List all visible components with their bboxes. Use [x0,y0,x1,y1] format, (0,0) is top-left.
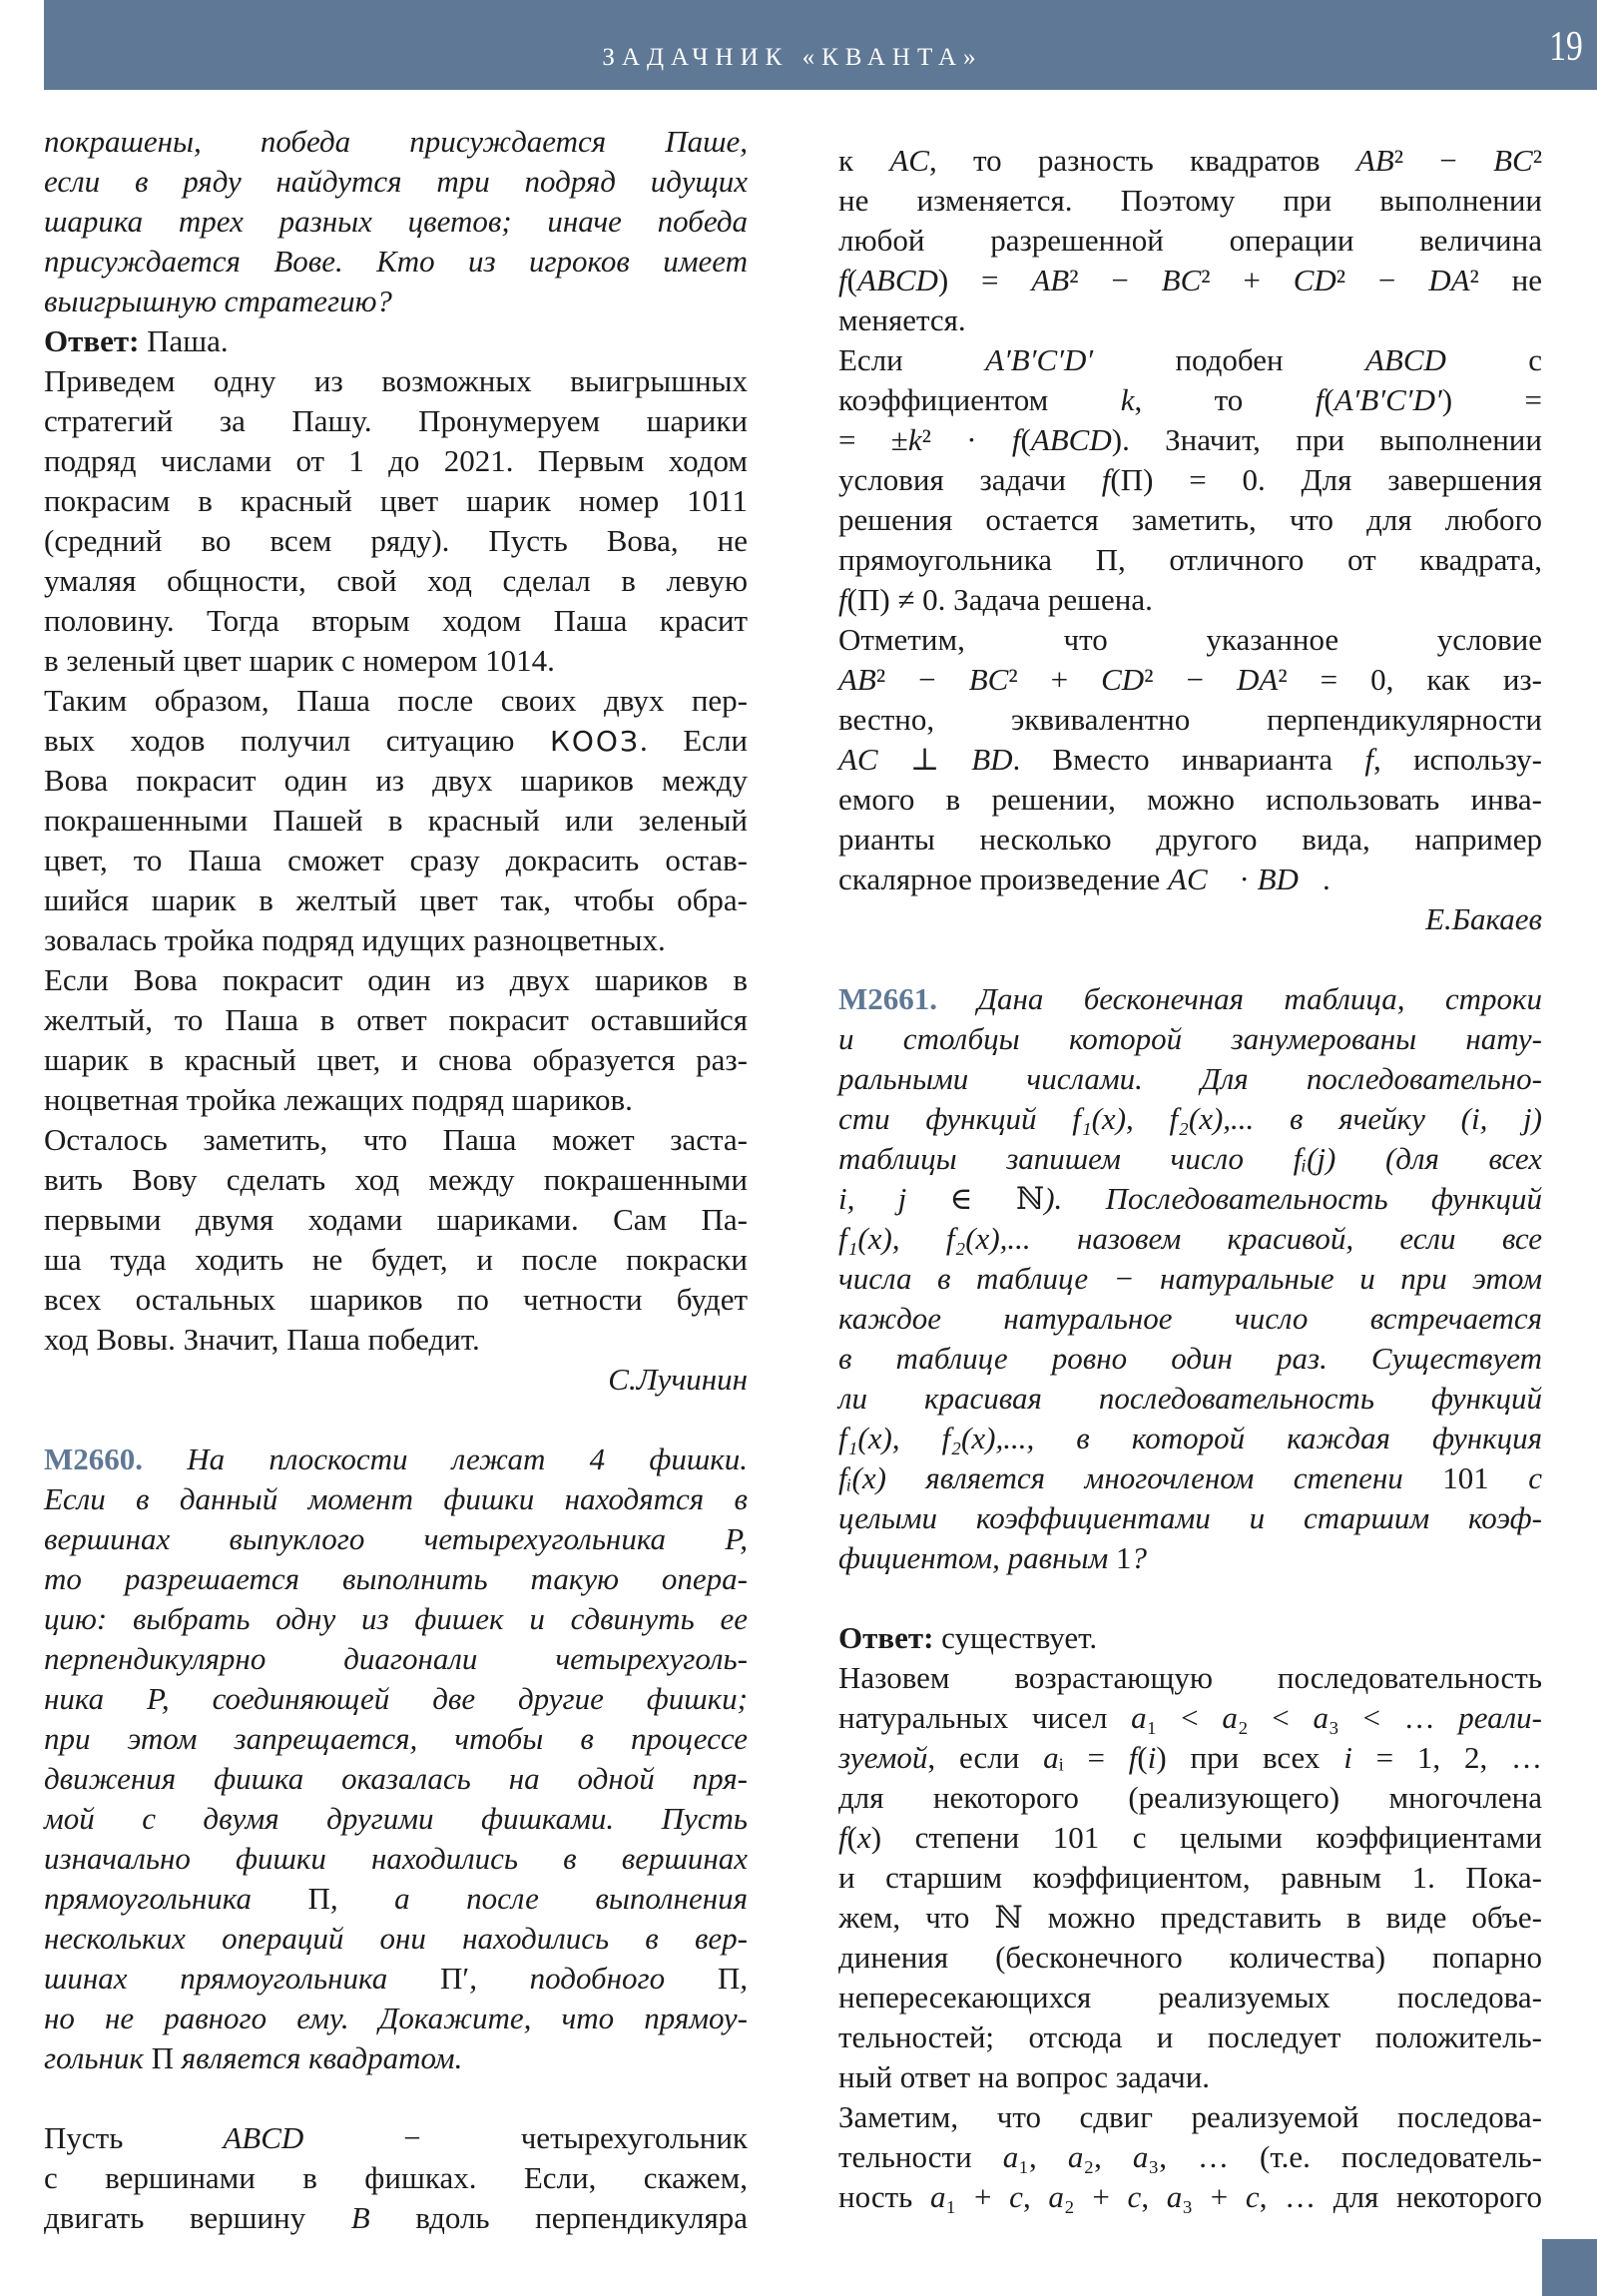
math-italic: DA [1237,662,1279,697]
text-segment: ² не [1469,263,1542,297]
text-segment: ₁, [1018,2139,1068,2174]
text-line: вершинах выпуклого четырехугольника P, [44,1521,748,1556]
text-line: целыми коэффициентами и старшим коэф- [838,1500,1542,1535]
text-line: то разрешается выполнить такую опера- [44,1561,748,1596]
math-italic: BC [968,662,1009,697]
text-line: ли красивая последовательность функций [838,1381,1542,1416]
problem-number: M2660. [44,1441,144,1476]
text-segment: вдоль перпендикуляра [369,2200,749,2235]
text-line: любой разрешенной операции величина [838,223,1542,258]
math-italic: f [838,1820,847,1855]
text-line: шарик в красный цвет, и снова образуется раз- [44,1042,748,1077]
text-line: не изменяется. Поэтому при выполнении [838,183,1542,218]
math-italic: A′B′C′D′ [985,342,1094,377]
page-header [44,0,1597,90]
text-segment: i, j ∈ [838,1181,1016,1216]
text-line [44,2038,748,2078]
ball-sequence: КООЗ [550,725,640,758]
author-signature [44,1360,748,1400]
text-line: и старшим коэффициентом, равным 1. Пока- [838,1860,1542,1895]
math-italic: a [1313,1700,1329,1735]
text-line [838,1458,1542,1498]
text-segment: ² = 0, как из- [1278,662,1542,697]
math-italic: a [1067,2139,1084,2174]
article-section [838,1618,1542,2217]
text-line: мой с двумя другими фишками. Пусть [44,1801,748,1836]
text-segment: fᵢ(x) является многочленом степени [838,1460,1443,1495]
paragraph [838,141,1542,340]
math-italic: a [1131,1700,1147,1735]
text-line: с вершинами в фишках. Если, скажем, [44,2160,748,2195]
text-line: желтый, то Паша в ответ покрасит оставшийся [44,1002,748,1037]
text-segment: Если [838,342,986,377]
paragraph [44,1120,748,1360]
text-line: нескольких операций они находились в вер- [44,1921,748,1956]
paragraph [44,960,748,1120]
text-line: изначально фишки находились в вершинах [44,1841,748,1876]
text-line: ша туда ходить не будет, и после покраски [44,1242,748,1277]
math-italic: a [930,2179,946,2214]
text-line: ральными числами. Для последовательно- [838,1061,1542,1096]
text-line [44,2198,748,2238]
upright-symbol: ℕ [1015,1181,1045,1216]
math-italic: x [856,1820,871,1855]
paragraph [838,979,1542,1578]
math-italic: ABCD [856,263,938,297]
text-segment: , [1022,2179,1049,2214]
text-segment: , [740,1961,748,1996]
text-segment: тельности [838,2139,1003,2174]
answer-label: Ответ: [838,1620,934,1655]
text-line: стратегий за Пашу. Пронумеруем шарики [44,403,748,438]
text-line: Если в данный момент фишки находятся в [44,1481,748,1516]
text-segment: ) = [937,263,1032,297]
text-line [838,860,1542,899]
text-segment: − четырехугольник [303,2120,748,2155]
math-italic: реали- [1458,1700,1542,1735]
text-segment: ( [846,263,857,297]
text-segment: (Π) ≠ 0. Задача решена. [846,582,1153,617]
text-line: Заметим, что сдвиг реализуемой последова- [838,2099,1542,2134]
upright-symbol: Π′ [440,1961,470,1996]
text-line: Таким образом, Паша после своих двух пер- [44,683,748,718]
upright-symbol: Π [151,2040,174,2075]
text-line: половину. Тогда вторым ходом Паша красит [44,603,748,638]
text-line: Отметим, что указанное условие [838,622,1542,657]
text-segment: ₃ + [1182,2179,1246,2214]
math-italic: AC [838,742,878,777]
page-number: 19 [1549,24,1583,70]
text-segment: натуральных чисел [838,1700,1132,1735]
text-line [44,1959,748,1999]
right-column [838,141,1542,2217]
text-segment: шинах прямоугольника [44,1961,441,1996]
math-italic: k [907,422,922,457]
text-line [838,740,1542,780]
text-line: всех остальных шариков по четности будет [44,1282,748,1317]
article-section [838,141,1542,939]
text-segment: ) при всех [1156,1740,1344,1775]
paragraph [44,361,748,681]
text-segment: , … для некоторого [1259,2179,1543,2214]
text-line: ноцветная тройка лежащих подряд шариков. [44,1082,633,1117]
text-line [838,1179,1542,1219]
text-line: шийся шарик в желтый цвет так, чтобы обра- [44,882,748,917]
text-line: ника P, соединяющей две другие фишки; [44,1681,748,1716]
text-line: покрасим в красный цвет шарик номер 1011 [44,483,748,518]
text-line: Назовем возрастающую последовательность [838,1660,1542,1695]
math-italic: f [838,263,847,297]
text-line: шарика трех разных цветов; иначе победа [44,204,748,239]
math-italic: a [1222,1700,1238,1735]
text-segment: , если [927,1740,1044,1775]
text-line: f₁(x), f₂(x),... назовем красивой, если все [838,1221,1542,1256]
text-line: (средний во всем ряду). Пусть Вова, не [44,523,748,558]
upright-symbol: Π [717,1961,741,1996]
text-segment: ² − [1335,263,1429,297]
text-segment: ). Последовательность функций [1044,1181,1542,1216]
math-italic: k [1120,382,1135,417]
text-line: жем, что ℕ можно представить в виде объе- [838,1900,1542,1935]
text-segment: ² [1532,143,1542,178]
text-segment: фициентом, равным [838,1540,1117,1575]
text-segment: Паша. [139,323,229,358]
text-line [44,2118,748,2158]
text-line: движения фишка оказалась на одной пря- [44,1761,748,1796]
paragraph [44,122,748,321]
text-line: сти функций f₁(x), f₂(x),... в ячейку (i, j) [838,1101,1542,1136]
text-line: Вова покрасит один из двух шариков между [44,763,748,798]
text-segment: прямоугольника [44,1881,308,1916]
text-line: первыми двумя ходами шариками. Сам Па- [44,1202,748,1237]
math-italic: a [1043,1740,1059,1775]
text-line: при этом запрещается, чтобы в процессе [44,1721,748,1756]
text-segment: существует. [933,1620,1098,1655]
author-signature [838,899,1542,939]
math-italic: c [1245,2179,1260,2214]
math-italic: AC [889,143,929,178]
text-line: для некоторого (реализующего) многочлена [838,1780,1542,1815]
upright-symbol: 101 [1442,1460,1489,1495]
text-segment: является квадратом. [173,2040,463,2075]
text-line: емого в решении, можно использовать инва- [838,782,1542,817]
text-segment: ² + [1201,263,1294,297]
text-segment: гольник [44,2040,152,2075]
text-line: рианты несколько другого вида, например [838,822,1542,857]
math-italic: a [1002,2139,1019,2174]
text-segment: ? [1131,1540,1148,1575]
math-italic: f [838,582,847,617]
text-line: зовалась тройка подряд идущих разноцветных. [44,922,666,957]
text-segment: ² − [875,662,969,697]
text-line: умаляя общности, свой ход сделал в левую [44,563,748,598]
text-segment: , то [1134,382,1316,417]
text-segment: (Π) = 0. Для завершения [1110,462,1542,497]
paragraph [838,340,1542,620]
answer-label: Ответ: [44,323,140,358]
text-line [838,2177,1542,2217]
math-italic: f [1011,422,1021,457]
text-line [838,660,1542,700]
math-italic: ABCD [1030,422,1112,457]
math-italic: f [1315,382,1325,417]
text-segment: ). Значит, при выполнении [1111,422,1542,457]
article-section [44,2118,748,2238]
problem-number: M2661. [838,981,938,1016]
math-italic: BC [1161,263,1202,297]
text-line: цию: выбрать одну из фишек и сдвинуть ее [44,1601,748,1636]
text-segment: Дана бесконечная таблица, строки [937,981,1542,1016]
math-italic: зуемой [838,1740,928,1775]
text-line [44,1879,748,1919]
text-line [838,420,1542,460]
text-segment: ) = [1441,382,1542,417]
article-section [838,979,1542,1578]
text-segment: двигать вершину [44,2200,351,2235]
text-segment: условия задачи [838,462,1102,497]
text-line: присуждается Вове. Кто из игроков имеет [44,244,748,279]
text-line [838,1818,1542,1858]
text-segment: ₁ + [945,2179,1010,2214]
math-italic: i [1147,1740,1157,1775]
paragraph [838,2097,1542,2217]
text-line: таблицы запишем число fᵢ(j) (для всех [838,1141,1542,1176]
text-segment: ( [846,1820,857,1855]
text-line: вестно, эквивалентно перпендикулярности [838,702,1542,737]
text-line [838,979,1542,1019]
text-line [44,1439,748,1479]
text-segment: ₂, [1083,2139,1133,2174]
math-italic: c [1009,2179,1023,2214]
math-italic: DA [1428,263,1470,297]
running-title: ЗАДАЧНИК «КВАНТА» [602,44,983,71]
text-segment: , а после выполнения [329,1881,748,1916]
text-segment: ность [838,2179,930,2214]
text-segment: ( [1137,1740,1148,1775]
text-segment: · [1231,861,1258,896]
text-line: Е.Бакаев [1425,901,1542,936]
text-line: Осталось заметить, что Паша может заста- [44,1122,748,1157]
text-segment: На плоскости лежат 4 фишки. [143,1441,748,1476]
math-italic: f [1364,742,1373,777]
math-italic: AB [838,662,876,697]
text-segment: ₃, … (т.е. последователь- [1148,2139,1542,2174]
text-segment: ₂ + [1063,2179,1128,2214]
text-segment: , подобного [469,1961,718,1996]
math-italic: BC [1493,143,1533,178]
text-segment: . [1323,861,1331,896]
text-line: в таблице ровно один раз. Существует [838,1341,1542,1376]
text-segment: ⊥ [877,742,972,777]
text-segment: ² · [921,422,1012,457]
math-italic: a [1166,2179,1183,2214]
paragraph [44,2118,748,2238]
math-italic: a [1048,2179,1064,2214]
text-segment: . Если [639,723,748,758]
text-segment: подобен [1093,342,1365,377]
text-segment: ² − [1393,143,1494,178]
math-italic: A′B′C′D′ [1333,382,1442,417]
text-segment: ( [1020,422,1031,457]
text-segment: скалярное произведение [838,861,1169,896]
text-line: покрашены, победа присуждается Паше, [44,124,748,159]
text-line: если в ряду найдутся три подряд идущих [44,164,748,199]
text-segment: = ± [838,422,908,457]
text-line [44,321,748,361]
text-line: динения (бесконечного количества) попарно [838,1940,1542,1975]
text-line: цвет, то Паша сможет сразу докрасить остав- [44,843,748,877]
math-italic: CD [1101,662,1145,697]
text-line: тельностей; отсюда и последует положитель- [838,2019,1542,2054]
text-line: подряд числами от 1 до 2021. Первым ходом [44,443,748,478]
text-segment: ) степени 101 с целыми коэффициентами [870,1820,1542,1855]
left-column [44,122,748,2238]
paragraph [838,1618,1542,1658]
text-line: и столбцы которой занумерованы нату- [838,1021,1542,1056]
text-line: прямоугольника Π, отличного от квадрата, [838,542,1542,577]
paragraph [44,681,748,960]
text-segment: ( [1324,382,1334,417]
text-segment: вых ходов получил ситуацию [44,723,551,758]
math-italic: CD [1293,263,1336,297]
text-segment: ² + [1008,662,1102,697]
text-line: числа в таблице − натуральные и при этом [838,1261,1542,1296]
text-line [838,340,1542,380]
corner-tab [1542,2239,1597,2296]
text-line: перпендикулярно диагонали четырехуголь- [44,1641,748,1676]
text-segment: ᵢ = [1058,1740,1129,1775]
paragraph [838,1658,1542,2097]
text-segment: , то разность квадратов [928,143,1356,178]
text-segment: ₃ < … [1328,1700,1459,1735]
text-line: ный ответ на вопрос задачи. [838,2059,1211,2094]
text-line: выигрышную стратегию? [44,284,392,318]
text-line [44,721,748,761]
text-line [838,460,1542,500]
text-segment: , использу- [1373,742,1543,777]
text-line: покрашенными Пашей в красный или зеленый [44,803,748,838]
text-line: Если Вова покрасит один из двух шариков в [44,962,748,997]
text-line [838,1618,1542,1658]
math-italic: AB [1031,263,1070,297]
text-line: решения остается заметить, что для любого [838,502,1542,537]
math-italic: BD [971,742,1013,777]
text-segment: коэффициентом [838,382,1121,417]
text-line: но не равного ему. Докажите, что прямоу- [44,2001,748,2035]
text-segment: к [838,143,890,178]
text-line [838,261,1542,300]
text-segment: ² − [1144,662,1238,697]
text-segment: Пусть [44,2120,224,2155]
text-line [838,1698,1542,1738]
paragraph [44,1439,748,2078]
upright-symbol: 1 [1116,1540,1132,1575]
upright-symbol: Π [307,1881,330,1916]
text-segment: = 1, 2, … [1351,1740,1542,1775]
text-line [838,1538,1542,1578]
text-line [838,141,1542,181]
text-segment: с [1445,342,1542,377]
text-line: каждое натуральное число встречается [838,1301,1542,1336]
math-italic: AC⃗ [1168,861,1232,896]
text-line: ход Вовы. Значит, Паша победит. [44,1322,480,1357]
text-segment: ² − [1069,263,1162,297]
text-segment: , [1141,2179,1167,2214]
text-segment: ₁ < [1146,1700,1223,1735]
text-line [838,2137,1542,2177]
math-italic: f [1101,462,1111,497]
text-line [838,1738,1542,1778]
math-italic: B [350,2200,370,2235]
math-italic: ABCD [1364,342,1446,377]
text-line: Приведем одну из возможных выигрышных [44,363,748,398]
text-line: вить Вову сделать ход между покрашенными [44,1162,748,1197]
article-section [44,1439,748,2078]
math-italic: c [1127,2179,1142,2214]
text-line: С.Лучинин [608,1362,748,1397]
text-line [838,580,1542,620]
math-italic: BD⃗ [1257,861,1324,896]
math-italic: a [1132,2139,1149,2174]
text-segment: с [1488,1460,1542,1495]
text-line [838,380,1542,420]
text-line: непересекающихся реализуемых последова- [838,1980,1542,2014]
math-italic: ABCD [223,2120,304,2155]
text-line: f₁(x), f₂(x),..., в которой каждая функция [838,1421,1542,1455]
text-segment: ₂ < [1237,1700,1314,1735]
paragraph [44,321,748,361]
paragraph [838,620,1542,899]
text-segment: . Вместо инварианта [1012,742,1365,777]
text-line: в зеленый цвет шарик с номером 1014. [44,643,555,678]
math-italic: AB [1355,143,1394,178]
math-italic: i [1343,1740,1352,1775]
article-section [44,122,748,1400]
text-line: меняется. [838,302,966,337]
math-italic: f [1128,1740,1138,1775]
